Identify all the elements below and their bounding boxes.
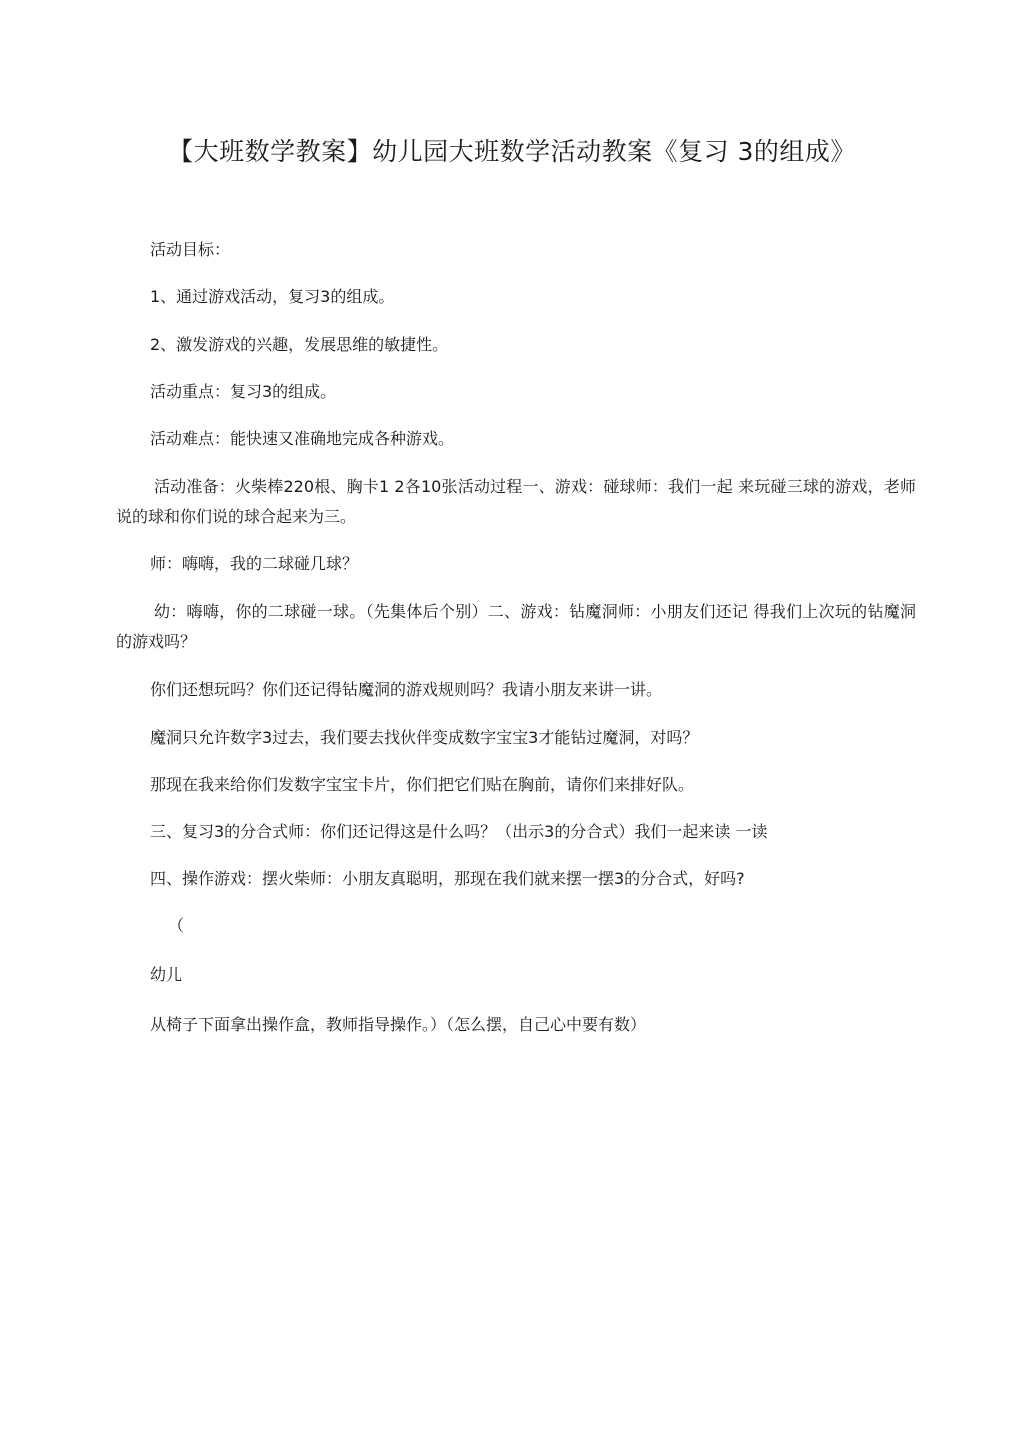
paragraph-magic-cave: 魔洞只允许数字3过去，我们要去找伙伴变成数字宝宝3才能钻过魔洞，对吗？ bbox=[150, 728, 699, 747]
paragraph-review-section: 三、复习3的分合式师：你们还记得这是什么吗？（出示3的分合式）我们一起来读 一读 bbox=[150, 822, 768, 841]
paragraph-difficulty: 活动难点：能快速又准确地完成各种游戏。 bbox=[150, 429, 455, 448]
paragraph-children: 幼儿 bbox=[150, 965, 183, 984]
paragraph-operation-game: 四、操作游戏：摆火柴师：小朋友真聪明，那现在我们就来摆一摆3的分合式，好吗? bbox=[150, 869, 745, 888]
paragraph-open-paren: （ bbox=[168, 916, 185, 935]
paragraph-cards: 那现在我来给你们发数字宝宝卡片，你们把它们贴在胸前，请你们来排好队。 bbox=[150, 775, 695, 794]
paragraph-child-line: 幼：嗨嗨，你的二球碰一球。（先集体后个别）二、游戏：钻魔洞师：小朋友们还记 得我们上次玩的钻魔洞的游戏吗？ bbox=[116, 602, 916, 651]
paragraph-goal-2: 2、激发游戏的兴趣，发展思维的敏捷性。 bbox=[150, 335, 449, 354]
paragraph-teacher-line: 师：嗨嗨，我的二球碰几球？ bbox=[150, 554, 359, 573]
document-title: 【大班数学教案】幼儿园大班数学活动教案《复习 3的组成》 bbox=[168, 137, 856, 166]
paragraph-rules-question: 你们还想玩吗？你们还记得钻魔洞的游戏规则吗？我请小朋友来讲一讲。 bbox=[150, 680, 663, 699]
paragraph-key-point: 活动重点：复习3的组成。 bbox=[150, 382, 337, 401]
paragraph-operation-box: 从椅子下面拿出操作盒，教师指导操作。）（怎么摆，自己心中要有数） bbox=[150, 1015, 647, 1034]
paragraph-activity-goals-heading: 活动目标： bbox=[150, 240, 231, 259]
paragraph-preparation: 活动准备：火柴棒220根、胸卡1 2各10张活动过程一、游戏：碰球师：我们一起 来玩碰三球的游戏，老师说的球和你们说的球合起来为三。 bbox=[116, 477, 916, 526]
paragraph-goal-1: 1、通过游戏活动，复习3的组成。 bbox=[150, 287, 395, 306]
